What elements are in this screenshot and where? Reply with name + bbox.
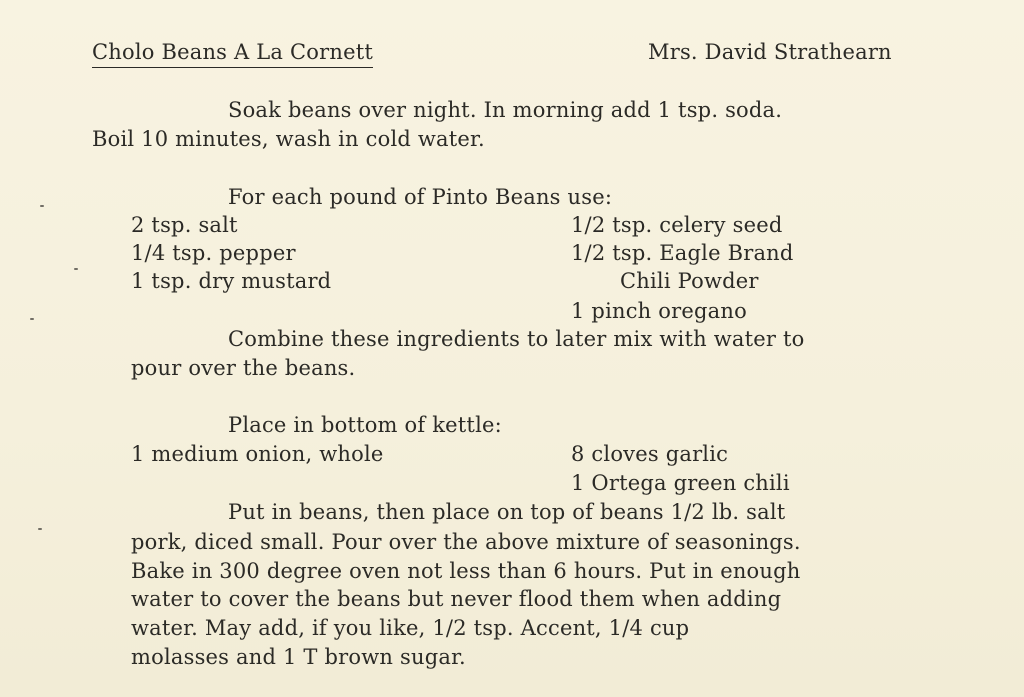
paper-speck [30,318,34,320]
paper-speck [40,205,44,207]
recipe-author: Mrs. David Strathearn [648,40,892,64]
seasoning-right-4: 1 pinch oregano [571,299,747,323]
final-line-2: pork, diced small. Pour over the above mixture of seasonings. [131,530,801,554]
seasoning-right-2: 1/2 tsp. Eagle Brand [571,241,794,265]
combine-line-1: Combine these ingredients to later mix with water to [228,327,805,351]
final-line-3: Bake in 300 degree oven not less than 6 hours. Put in enough [131,559,801,583]
kettle-heading: Place in bottom of kettle: [228,413,502,437]
kettle-right-1: 8 cloves garlic [571,442,729,466]
seasoning-heading: For each pound of Pinto Beans use: [228,185,613,209]
kettle-right-2: 1 Ortega green chili [571,471,790,495]
kettle-left-1: 1 medium onion, whole [131,442,384,466]
seasoning-left-1: 2 tsp. salt [131,213,238,237]
final-line-4: water to cover the beans but never flood them when adding [131,587,782,611]
seasoning-right-1: 1/2 tsp. celery seed [571,213,783,237]
paper-speck [38,528,42,530]
final-line-6: molasses and 1 T brown sugar. [131,645,466,669]
combine-line-2: pour over the beans. [131,356,356,380]
recipe-title: Cholo Beans A La Cornett [92,38,373,68]
paper-speck [74,268,78,270]
final-line-1: Put in beans, then place on top of beans 1/2 lb. salt [228,500,786,524]
seasoning-left-2: 1/4 tsp. pepper [131,241,296,265]
seasoning-left-3: 1 tsp. dry mustard [131,269,332,293]
final-line-5: water. May add, if you like, 1/2 tsp. Accent, 1/4 cup [131,616,690,640]
intro-line-1: Soak beans over night. In morning add 1 tsp. soda. [228,98,783,122]
seasoning-right-3: Chili Powder [620,269,759,293]
intro-line-2: Boil 10 minutes, wash in cold water. [92,127,485,151]
